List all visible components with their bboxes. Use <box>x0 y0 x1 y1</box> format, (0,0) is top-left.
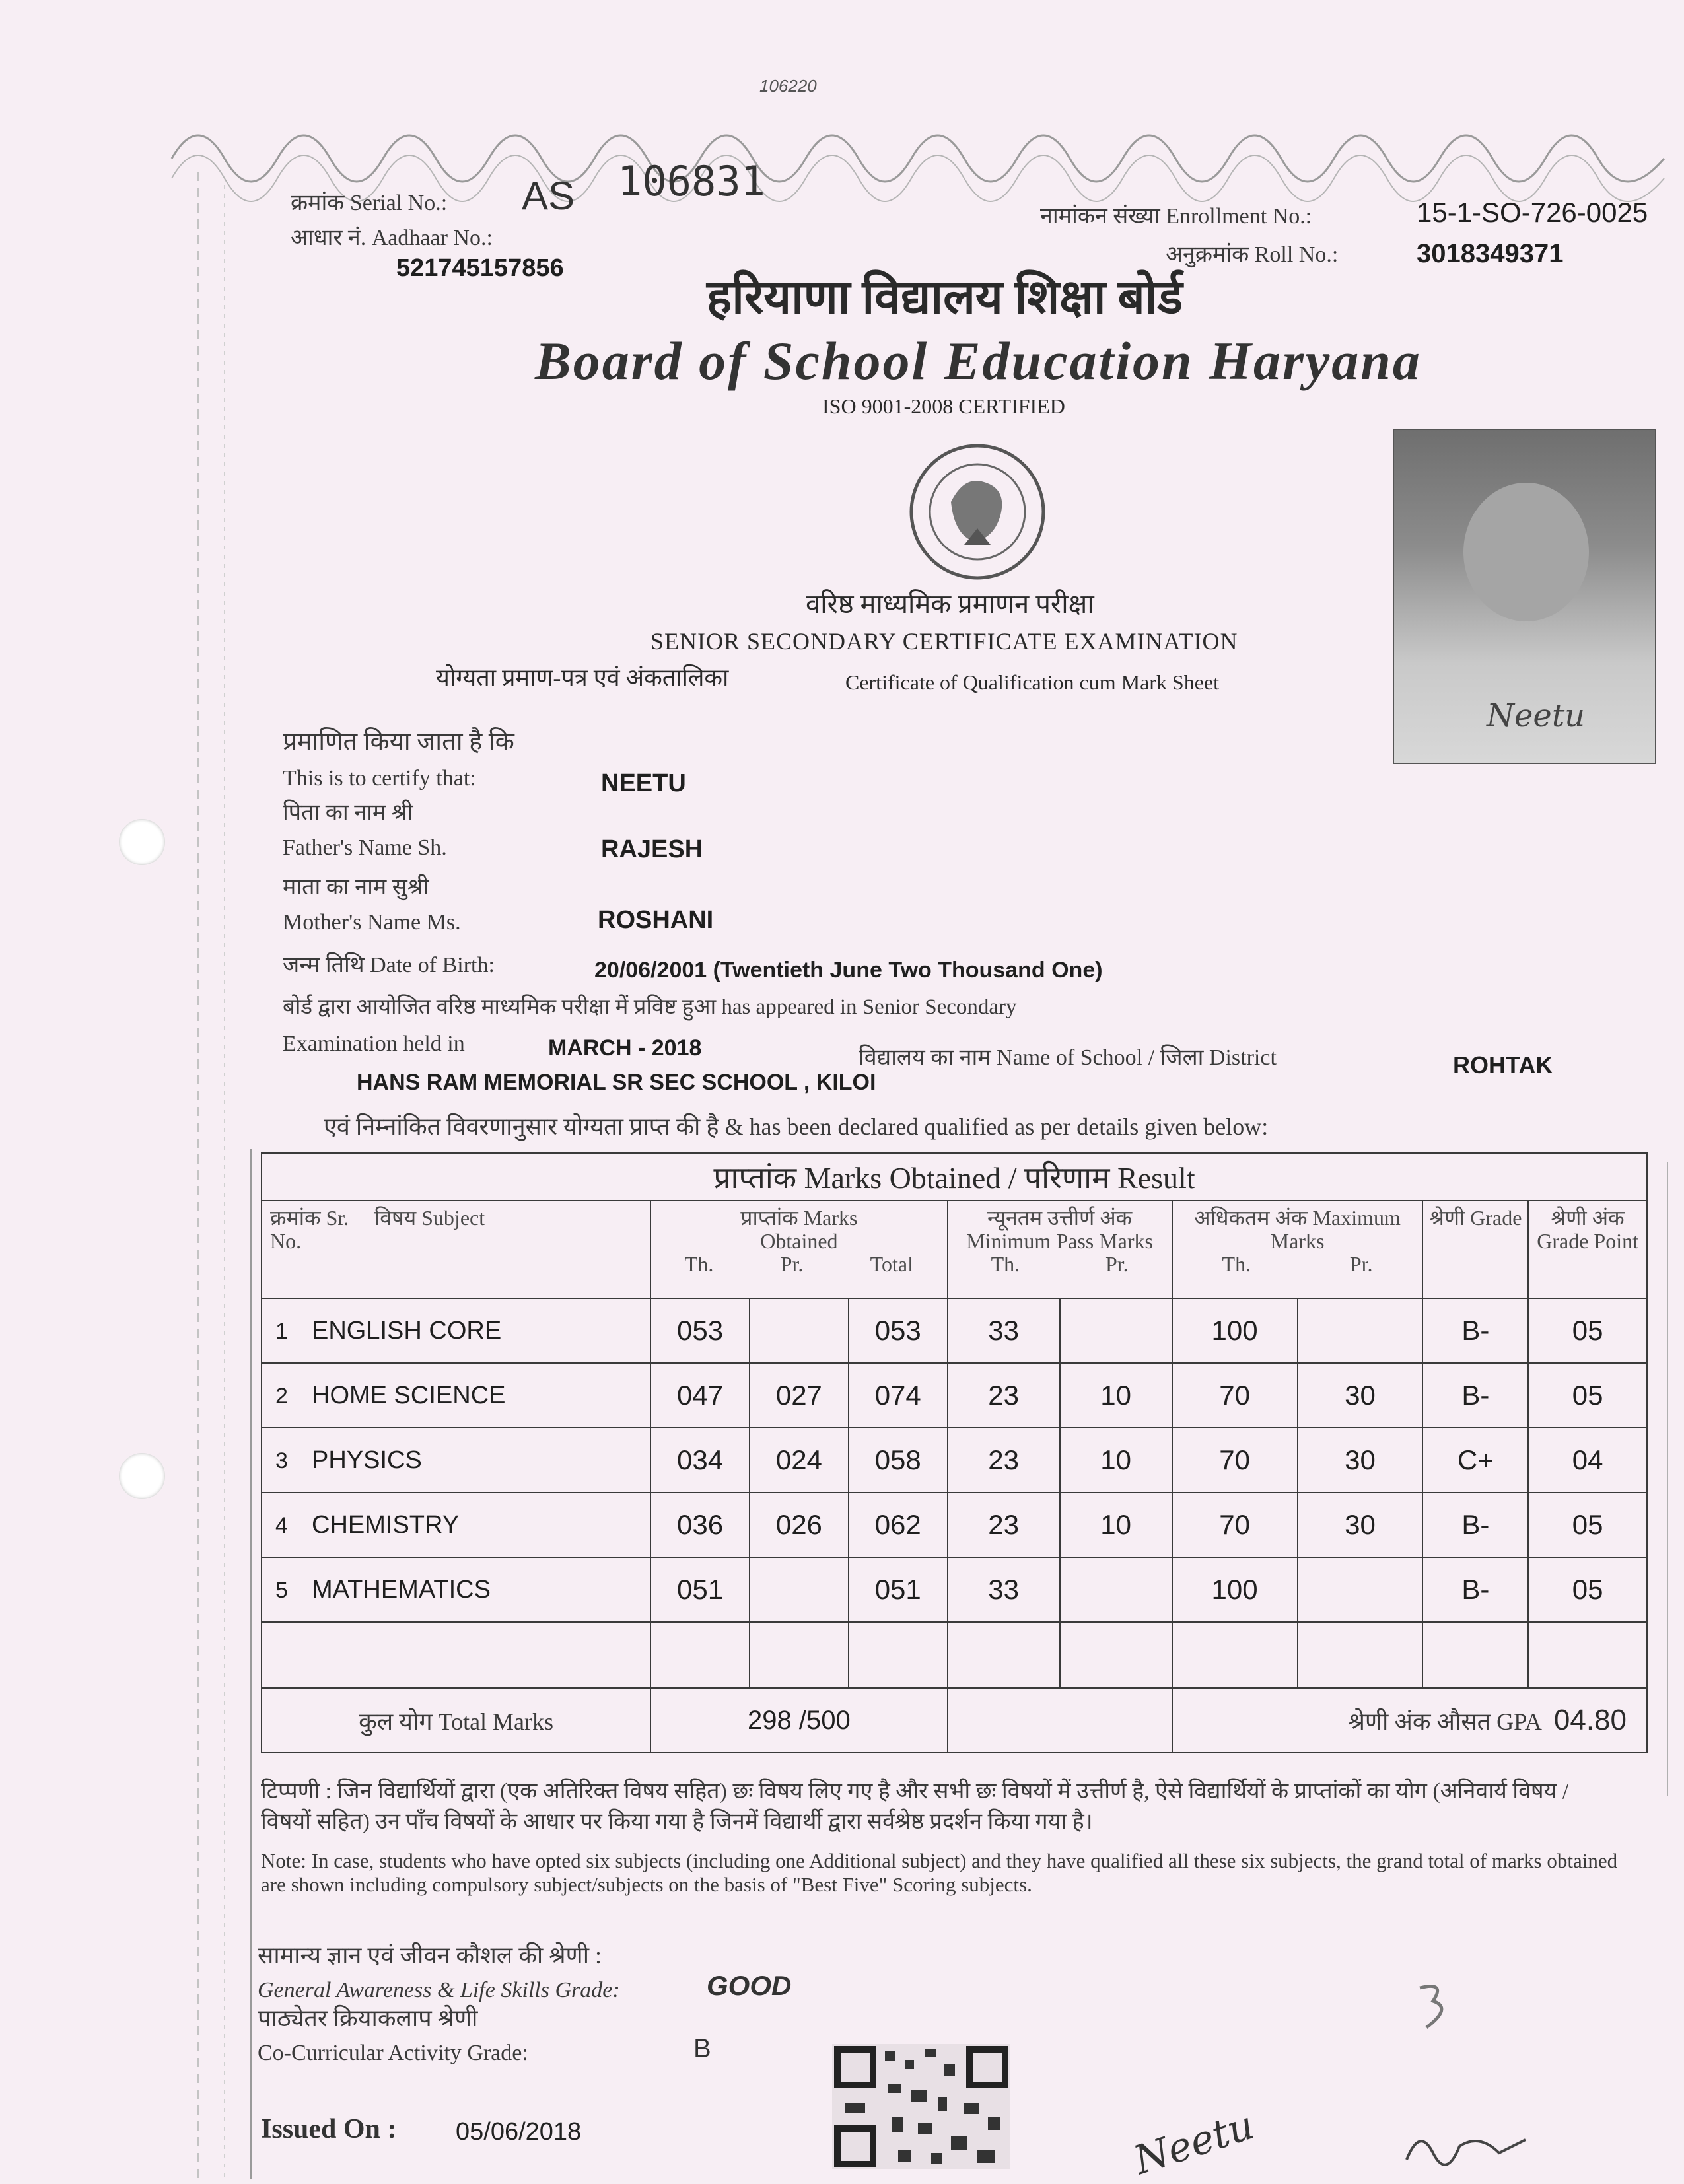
father-hindi: पिता का नाम श्री <box>283 800 413 825</box>
official-signature <box>1400 2113 1532 2179</box>
header-srno-subject <box>262 1201 650 1298</box>
table-row <box>262 1428 1647 1493</box>
header-max <box>1172 1201 1423 1298</box>
exam-held-label: Examination held in <box>283 1032 465 1056</box>
exam-title-hindi: वरिष्ठ माध्यमिक प्रमाणन परीक्षा <box>806 589 1094 619</box>
header-srno: क्रमांक Sr. No. <box>270 1206 349 1253</box>
dob-value: 20/06/2001 (Twentieth June Two Thousand One) <box>594 958 1103 983</box>
co-curricular-hindi: पाठ्येतर क्रियाकलाप श्रेणी <box>258 2005 478 2031</box>
header-min-label: न्यूनतम उत्तीर्ण अंक Minimum Pass Marks <box>966 1206 1153 1253</box>
exam-title-english: SENIOR SECONDARY CERTIFICATE EXAMINATION <box>650 628 1238 654</box>
issued-label: Issued On : <box>261 2114 397 2144</box>
row-number: 5 <box>275 1577 288 1603</box>
min-th: 23 <box>948 1363 1060 1428</box>
note-hindi: टिप्पणी : जिन विद्यार्थियों द्वारा (एक अतिरिक्त विषय सहित) छः विषय लिए गए है और सभी छः विषयों में उत्तीर्ण है, ऐसे विद्यार्थियों के प्राप्तांकों का योग (अनिवार्य विषय / विषयों सहित) उन पाँच विषयों के आधार पर किया गया है जिनमें विद्यार्थी द्वारा सर्वश्रेष्ठ प्रदर्शन किया गया है। <box>261 1779 1569 1834</box>
header-grade: श्रेणी Grade <box>1422 1201 1528 1298</box>
min-pr <box>1060 1557 1172 1622</box>
max-pr <box>1298 1298 1423 1363</box>
header-marks-total: Total <box>870 1252 913 1277</box>
row-number: 1 <box>275 1318 288 1344</box>
marks-th: 047 <box>650 1363 750 1428</box>
table-row <box>262 1298 1647 1363</box>
grade-point: 04 <box>1528 1428 1647 1493</box>
cert-title-hindi: योग्यता प्रमाण-पत्र एवं अंकतालिका <box>436 664 729 691</box>
min-pr: 10 <box>1060 1363 1172 1428</box>
marks-total: 051 <box>849 1557 948 1622</box>
subject-name: MATHEMATICS <box>312 1575 491 1603</box>
marks-total: 074 <box>849 1363 948 1428</box>
header-marks-th: Th. <box>684 1252 714 1277</box>
header-max-th: Th. <box>1222 1252 1251 1277</box>
min-pr: 10 <box>1060 1428 1172 1493</box>
note-english: Note: In case, students who have opted six subjects (including one Additional subject) and they have qualified all these six subjects, the grand total of marks obtained are shown including compulsory subject/subjects on the basis of "Best Five" Scoring subjects. <box>261 1849 1618 1896</box>
gen-awareness-hindi: सामान्य ज्ञान एवं जीवन कौशल की श्रेणी : <box>258 1942 602 1969</box>
gen-awareness-label: General Awareness & Life Skills Grade: <box>258 1978 620 2002</box>
serial-number: 106831 <box>617 157 765 205</box>
grade-point: 05 <box>1528 1298 1647 1363</box>
marks-total: 062 <box>849 1493 948 1557</box>
table-spacer-row <box>262 1622 1647 1688</box>
row-number: 4 <box>275 1512 288 1538</box>
iso-cert: ISO 9001-2008 CERTIFIED <box>822 394 1065 418</box>
issued-date: 05/06/2018 <box>456 2118 582 2146</box>
qr-code <box>832 2044 1010 2169</box>
father-name: RAJESH <box>601 835 703 863</box>
official-mark <box>1407 1975 1459 2034</box>
marks-th: 036 <box>650 1493 750 1557</box>
min-th: 33 <box>948 1298 1060 1363</box>
roll-label: अनुक्रमांक Roll No.: <box>1166 242 1339 267</box>
max-th: 70 <box>1172 1428 1298 1493</box>
max-th: 70 <box>1172 1363 1298 1428</box>
table-row <box>262 1557 1647 1622</box>
subject-name: ENGLISH CORE <box>312 1316 502 1345</box>
header-marks-sub <box>651 1253 947 1276</box>
max-pr: 30 <box>1298 1493 1423 1557</box>
header-min-th: Th. <box>991 1252 1020 1277</box>
max-th: 100 <box>1172 1557 1298 1622</box>
header-max-pr: Pr. <box>1349 1252 1373 1277</box>
mother-name: ROSHANI <box>598 906 714 934</box>
gpa-label: श्रेणी अंक औसत GPA <box>1348 1708 1542 1735</box>
board-title-hindi: हरियाणा विद्यालय शिक्षा बोर्ड <box>707 271 1183 324</box>
subject-cell <box>262 1363 650 1428</box>
enrollment-label: नामांकन संख्या Enrollment No.: <box>1040 204 1312 229</box>
grade: B- <box>1422 1363 1528 1428</box>
header-grade-point: श्रेणी अंक Grade Point <box>1528 1201 1647 1298</box>
cert-title-english: Certificate of Qualification cum Mark Sheet <box>845 670 1220 694</box>
grade: B- <box>1422 1557 1528 1622</box>
total-value: 298 /500 <box>650 1688 948 1753</box>
min-th: 33 <box>948 1557 1060 1622</box>
subject-cell <box>262 1557 650 1622</box>
total-row <box>262 1688 1647 1753</box>
marks-pr <box>750 1298 849 1363</box>
max-pr: 30 <box>1298 1428 1423 1493</box>
min-pr: 10 <box>1060 1493 1172 1557</box>
top-code: 106220 <box>759 76 817 96</box>
exam-held-value: MARCH - 2018 <box>548 1036 702 1061</box>
header-marks-label: प्राप्तांक Marks Obtained <box>740 1206 858 1253</box>
row-number: 3 <box>275 1448 288 1473</box>
marks-th: 053 <box>650 1298 750 1363</box>
subject-name: PHYSICS <box>312 1446 422 1474</box>
school-label: विद्यालय का नाम Name of School / जिला District <box>859 1045 1277 1070</box>
serial-prefix: AS <box>522 174 575 218</box>
student-name: NEETU <box>601 769 686 797</box>
subject-name: CHEMISTRY <box>312 1510 460 1539</box>
max-pr <box>1298 1557 1423 1622</box>
marks-pr <box>750 1557 849 1622</box>
board-title-english: Board of School Education Haryana <box>535 331 1422 391</box>
gen-awareness-value: GOOD <box>707 1970 792 2001</box>
total-row-empty <box>948 1688 1172 1753</box>
qualified-text: एवं निम्नांकित विवरणानुसार योग्यता प्राप्त की है & has been declared qualified as per details given below: <box>324 1113 1269 1140</box>
header-max-label: अधिकतम अंक Maximum Marks <box>1194 1206 1401 1253</box>
grade-point: 05 <box>1528 1363 1647 1428</box>
marks-total: 053 <box>849 1298 948 1363</box>
marks-pr: 026 <box>750 1493 849 1557</box>
co-curricular-value: B <box>693 2034 711 2063</box>
marks-pr: 024 <box>750 1428 849 1493</box>
header-marks-pr: Pr. <box>780 1252 804 1277</box>
min-th: 23 <box>948 1428 1060 1493</box>
header-max-sub <box>1173 1253 1422 1276</box>
co-curricular-label: Co-Curricular Activity Grade: <box>258 2041 528 2065</box>
max-pr: 30 <box>1298 1363 1423 1428</box>
grade: C+ <box>1422 1428 1528 1493</box>
min-th: 23 <box>948 1493 1060 1557</box>
father-label: Father's Name Sh. <box>283 835 447 860</box>
header-min <box>948 1201 1172 1298</box>
header-marks <box>650 1201 948 1298</box>
header-min-sub <box>948 1253 1172 1276</box>
student-photo <box>1393 429 1656 764</box>
subject-cell <box>262 1428 650 1493</box>
mother-label: Mother's Name Ms. <box>283 910 461 934</box>
district-value: ROHTAK <box>1453 1051 1553 1078</box>
subject-cell <box>262 1493 650 1557</box>
grade: B- <box>1422 1493 1528 1557</box>
name-label: This is to certify that: <box>283 766 476 791</box>
header-subject: विषय Subject <box>374 1206 485 1230</box>
student-signature: Neetu <box>1128 2101 1260 2184</box>
subject-cell <box>262 1298 650 1363</box>
table-row <box>262 1363 1647 1428</box>
serial-label: क्रमांक Serial No.: <box>291 191 448 215</box>
marks-pr: 027 <box>750 1363 849 1428</box>
table-title: प्राप्तांक Marks Obtained / परिणाम Result <box>262 1153 1647 1201</box>
certify-hindi: प्रमाणित किया जाता है कि <box>283 728 514 756</box>
header-min-pr: Pr. <box>1105 1252 1129 1277</box>
max-th: 100 <box>1172 1298 1298 1363</box>
marks-th: 051 <box>650 1557 750 1622</box>
subject-name: HOME SCIENCE <box>312 1381 506 1409</box>
enrollment-value: 15-1-SO-726-0025 <box>1417 197 1648 228</box>
table-row <box>262 1493 1647 1557</box>
appeared-text: बोर्ड द्वारा आयोजित वरिष्ठ माध्यमिक परीक्षा में प्रविष्ट हुआ has appeared in Senior Secondary <box>283 995 1017 1019</box>
grade-point: 05 <box>1528 1493 1647 1557</box>
aadhaar-value: 521745157856 <box>396 254 564 282</box>
min-pr <box>1060 1298 1172 1363</box>
grade-point: 05 <box>1528 1557 1647 1622</box>
gpa-value: 04.80 <box>1553 1704 1627 1736</box>
mother-hindi: माता का नाम सुश्री <box>283 875 429 899</box>
max-th: 70 <box>1172 1493 1298 1557</box>
total-label: कुल योग Total Marks <box>262 1688 650 1753</box>
grade: B- <box>1422 1298 1528 1363</box>
roll-value: 3018349371 <box>1417 239 1564 268</box>
marks-total: 058 <box>849 1428 948 1493</box>
gpa-cell <box>1172 1688 1647 1753</box>
dob-label: जन्म तिथि Date of Birth: <box>283 953 495 977</box>
aadhaar-label: आधार नं. Aadhaar No.: <box>291 226 493 250</box>
marks-th: 034 <box>650 1428 750 1493</box>
board-emblem <box>901 436 1053 588</box>
marks-table <box>261 1152 1648 1753</box>
school-name: HANS RAM MEMORIAL SR SEC SCHOOL , KILOI <box>357 1070 876 1095</box>
photo-signature: Neetu <box>1487 697 1586 734</box>
row-number: 2 <box>275 1383 288 1409</box>
photo-face <box>1463 483 1589 621</box>
